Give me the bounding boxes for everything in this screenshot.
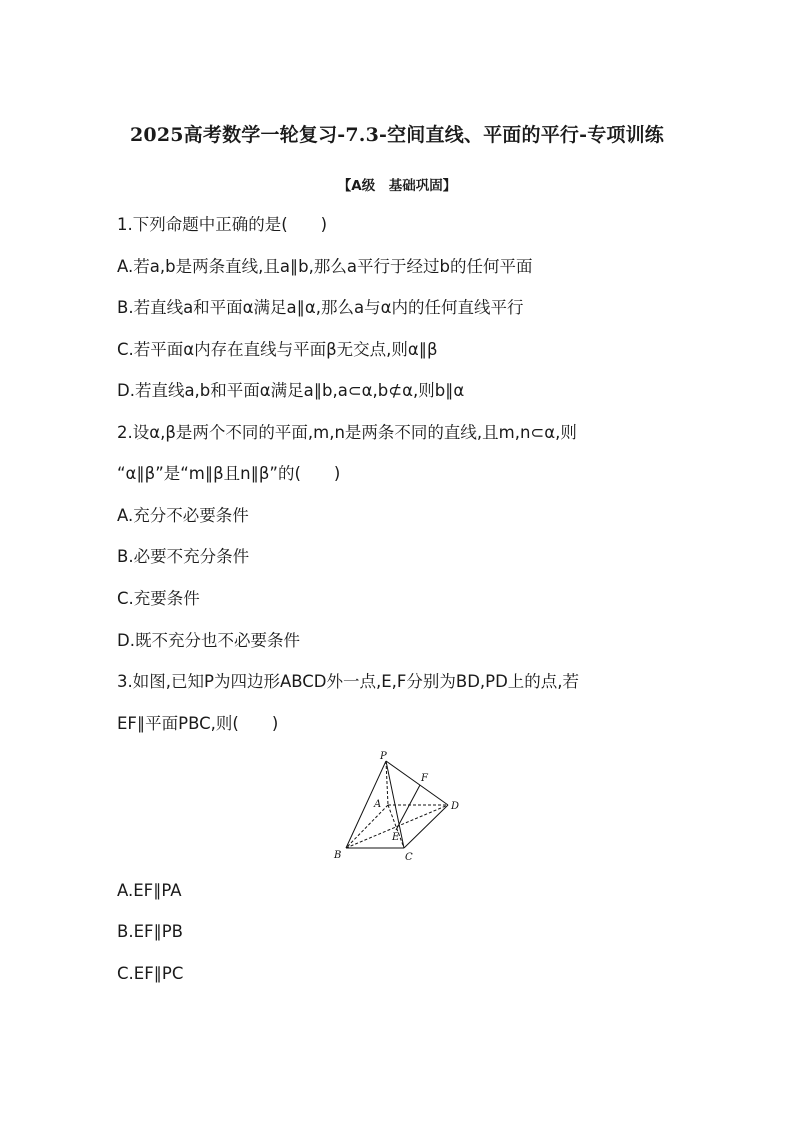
edge-cd — [404, 805, 448, 848]
document-title: 2025高考数学一轮复习-7.3-空间直线、平面的平行-专项训练 — [130, 124, 664, 146]
question-2-option-a: A.充分不必要条件 — [117, 506, 249, 525]
segment-ef — [396, 785, 420, 830]
question-1-option-d: D.若直线a,b和平面α满足a∥b,a⊂α,b⊄α,则b∥α — [117, 381, 465, 400]
label-d: D — [451, 801, 460, 812]
label-b: B — [334, 850, 342, 861]
question-3-option-c: C.EF∥PC — [117, 964, 184, 983]
label-a: A — [374, 799, 382, 810]
edge-ab — [346, 805, 388, 848]
level-heading: 【A级 基础巩固】 — [337, 178, 457, 194]
question-1-option-b: B.若直线a和平面α满足a∥α,那么a与α内的任何直线平行 — [117, 298, 524, 317]
question-2-option-d: D.既不充分也不必要条件 — [117, 631, 300, 650]
question-3-stem-line-1: 3.如图,已知P为四边形ABCD外一点,E,F分别为BD,PD上的点,若 — [117, 672, 580, 691]
pyramid-figure — [326, 748, 466, 866]
question-2-stem-line-2: “α∥β”是“m∥β且n∥β”的( ) — [117, 464, 341, 483]
edge-pd — [386, 761, 448, 805]
question-2-option-b: B.必要不充分条件 — [117, 547, 250, 566]
question-2-stem-line-1: 2.设α,β是两个不同的平面,m,n是两条不同的直线,且m,n⊂α,则 — [117, 423, 577, 442]
question-3-option-b: B.EF∥PB — [117, 922, 183, 941]
question-2-option-c: C.充要条件 — [117, 589, 200, 608]
label-c: C — [405, 852, 413, 863]
label-p: P — [380, 751, 387, 762]
question-1-stem: 1.下列命题中正确的是( ) — [117, 215, 328, 234]
question-1-option-c: C.若平面α内存在直线与平面β无交点,则α∥β — [117, 340, 438, 359]
question-3-option-a: A.EF∥PA — [117, 881, 182, 900]
question-1-option-a: A.若a,b是两条直线,且a∥b,那么a平行于经过b的任何平面 — [117, 257, 533, 276]
label-e: E — [392, 832, 400, 843]
label-f: F — [421, 773, 428, 784]
question-3-stem-line-2: EF∥平面PBC,则( ) — [117, 714, 279, 733]
